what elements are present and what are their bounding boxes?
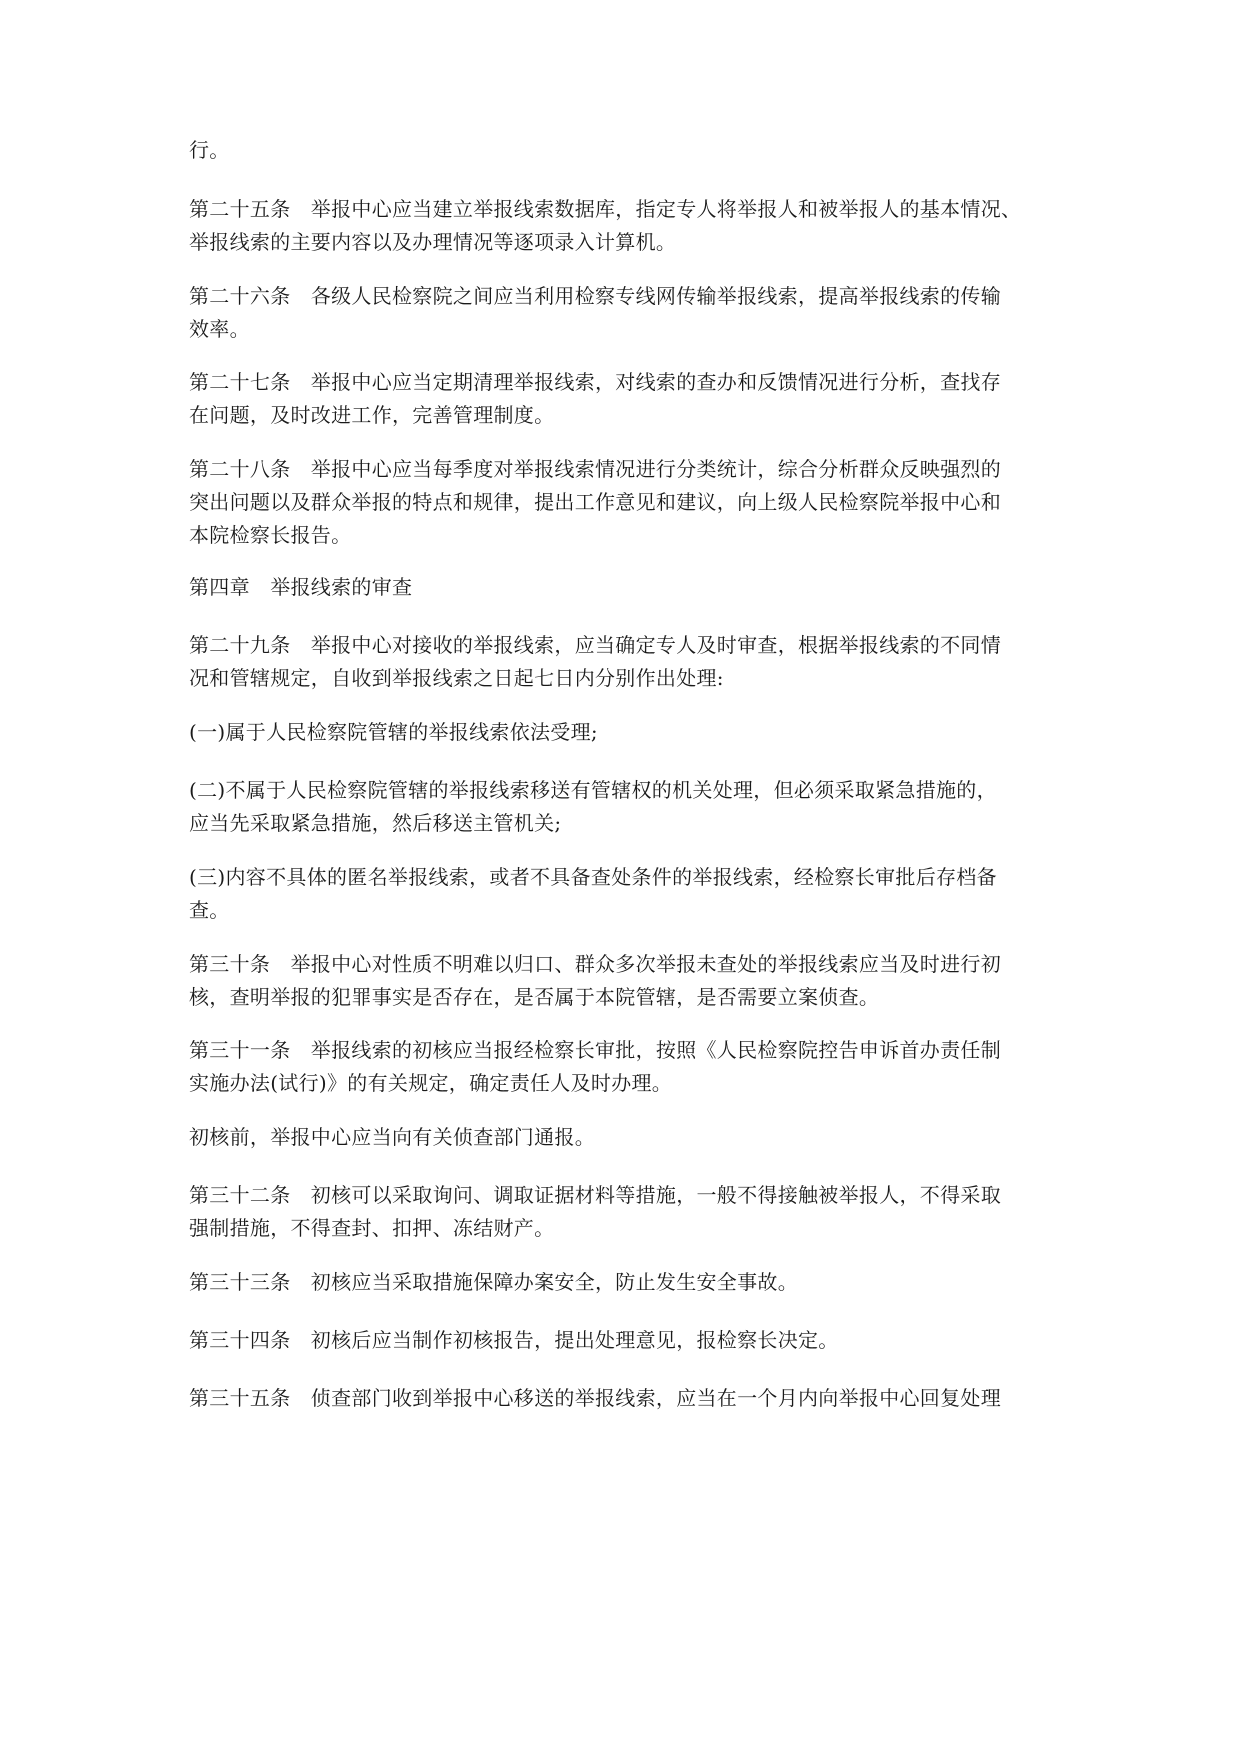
article-25: 第二十五条 举报中心应当建立举报线索数据库，指定专人将举报人和被举报人的基本情况、 举报线索的主要内容以及办理情况等逐项录入计算机。: [189, 197, 1022, 254]
chapter-4-heading: 第四章 举报线索的审查: [189, 575, 413, 599]
article-26: 第二十六条 各级人民检察院之间应当利用检察专线网传输举报线索，提高举报线索的传输 效率。: [189, 284, 1001, 341]
article-27: 第二十七条 举报中心应当定期清理举报线索，对线索的查办和反馈情况进行分析，查找存 在问题，及时改进工作，完善管理制度。: [189, 370, 1001, 427]
article-29: 第二十九条 举报中心对接收的举报线索，应当确定专人及时审查，根据举报线索的不同情 况和管辖规定，自收到举报线索之日起七日内分别作出处理:: [189, 633, 1001, 690]
article-35: 第三十五条 侦查部门收到举报中心移送的举报线索，应当在一个月内向举报中心回复处理: [189, 1386, 1001, 1410]
article-33: 第三十三条 初核应当采取措施保障办案安全，防止发生安全事故。: [189, 1270, 798, 1294]
item-3: (三)内容不具体的匿名举报线索，或者不具备查处条件的举报线索，经检察长审批后存档备 查。: [189, 865, 997, 922]
article-32: 第三十二条 初核可以采取询问、调取证据材料等措施，一般不得接触被举报人，不得采取 强制措施，不得查封、扣押、冻结财产。: [189, 1183, 1001, 1240]
item-2: (二)不属于人民检察院管辖的举报线索移送有管辖权的机关处理，但必须采取紧急措施的， 应当先采取紧急措施，然后移送主管机关;: [189, 778, 997, 835]
article-30: 第三十条 举报中心对性质不明难以归口、群众多次举报未查处的举报线索应当及时进行初 核，查明举报的犯罪事实是否存在，是否属于本院管辖，是否需要立案侦查。: [189, 952, 1001, 1009]
article-28: 第二十八条 举报中心应当每季度对举报线索情况进行分类统计，综合分析群众反映强烈的 突出问题以及群众举报的特点和规律，提出工作意见和建议，向上级人民检察院举报中心和 本院检察长报告。: [189, 457, 1001, 547]
article-31: 第三十一条 举报线索的初核应当报经检察长审批，按照《人民检察院控告申诉首办责任制 实施办法(试行)》的有关规定，确定责任人及时办理。: [189, 1038, 1001, 1095]
paragraph-continuation: 行。: [189, 138, 230, 162]
item-1: (一)属于人民检察院管辖的举报线索依法受理;: [189, 720, 598, 744]
article-31-note: 初核前，举报中心应当向有关侦查部门通报。: [189, 1125, 595, 1149]
article-34: 第三十四条 初核后应当制作初核报告，提出处理意见，报检察长决定。: [189, 1328, 839, 1352]
